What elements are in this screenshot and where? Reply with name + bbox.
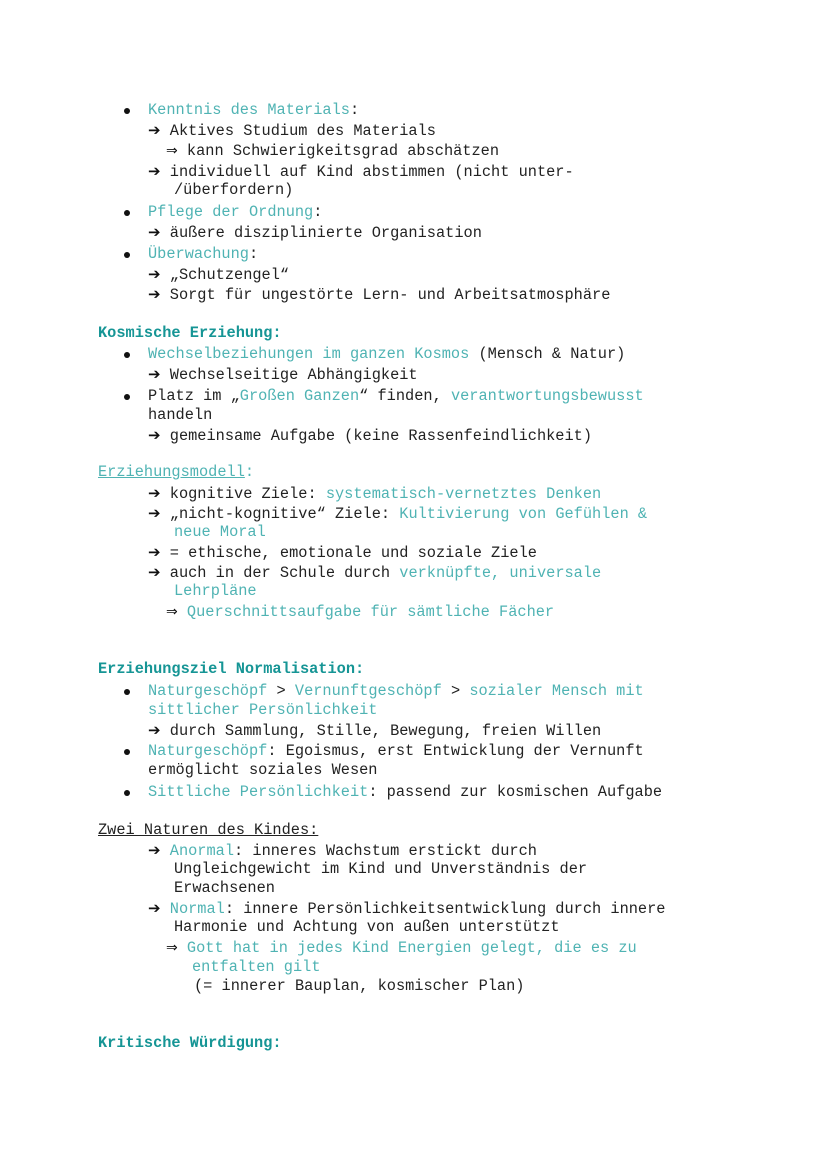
arrow-item: ➔ Sorgt für ungestörte Lern- und Arbeitsatmosphäre — [148, 285, 611, 304]
heading-kosmische-erziehung: Kosmische Erziehung: — [98, 324, 282, 342]
arrow-item: ➔ auch in der Schule durch verknüpfte, universale — [148, 563, 602, 582]
implies-icon: ⇒ — [166, 143, 178, 159]
arrow-icon: ➔ — [148, 899, 161, 917]
implies-item: ⇒ Gott hat in jedes Kind Energien gelegt, die es zu — [166, 939, 637, 957]
bullet-wechselbeziehungen: Wechselbeziehungen im ganzen Kosmos (Mensch & Natur) — [148, 345, 626, 363]
text-line: Harmonie und Achtung von außen unterstützt — [174, 918, 560, 936]
bullet-dot — [124, 689, 130, 695]
arrow-item: ➔ individuell auf Kind abstimmen (nicht unter- — [148, 162, 574, 181]
heading-erziehungsziel: Erziehungsziel Normalisation: — [98, 660, 365, 678]
arrow-icon: ➔ — [148, 265, 161, 283]
arrow-item: ➔ gemeinsame Aufgabe (keine Rassenfeindlichkeit) — [148, 426, 593, 445]
heading-erziehungsmodell: Erziehungsmodell: — [98, 463, 255, 481]
text-line: Ungleichgewicht im Kind und Unverständnis der — [174, 860, 588, 878]
arrow-icon: ➔ — [148, 841, 161, 859]
bullet-dot — [124, 790, 130, 796]
bullet-dot — [124, 352, 130, 358]
arrow-icon: ➔ — [148, 285, 161, 303]
bullet-naturgeschoepf: Naturgeschöpf: Egoismus, erst Entwicklung der Vernunft — [148, 742, 644, 760]
bullet-naturgeschoepf-chain: Naturgeschöpf > Vernunftgeschöpf > sozialer Mensch mit — [148, 682, 644, 700]
arrow-item: ➔ Wechselseitige Abhängigkeit — [148, 365, 418, 384]
arrow-icon: ➔ — [148, 121, 161, 139]
arrow-icon: ➔ — [148, 426, 161, 444]
text-line: ermöglicht soziales Wesen — [148, 761, 378, 779]
bullet-dot — [124, 252, 130, 258]
bullet-ueberwachung: Überwachung: — [148, 245, 259, 263]
arrow-item: ➔ Anormal: inneres Wachstum erstickt durch — [148, 841, 537, 860]
bullet-platz: Platz im „Großen Ganzen“ finden, verantwortungsbewusst — [148, 387, 644, 405]
arrow-item: ➔ kognitive Ziele: systematisch-vernetztes Denken — [148, 484, 602, 503]
text-line: Lehrpläne — [174, 582, 257, 600]
implies-icon: ⇒ — [166, 604, 178, 620]
text-line: (= innerer Bauplan, kosmischer Plan) — [194, 977, 525, 995]
arrow-item: ➔ Aktives Studium des Materials — [148, 121, 436, 140]
arrow-item: ➔ „Schutzengel“ — [148, 265, 290, 284]
bullet-dot — [124, 210, 130, 216]
implies-item: ⇒ Querschnittsaufgabe für sämtliche Fächer — [166, 603, 555, 621]
text-line: Erwachsenen — [174, 879, 275, 897]
text-line: sittlicher Persönlichkeit — [148, 701, 378, 719]
arrow-icon: ➔ — [148, 563, 161, 581]
arrow-item: ➔ „nicht-kognitive“ Ziele: Kultivierung von Gefühlen & — [148, 504, 648, 523]
bullet-ordnung: Pflege der Ordnung: — [148, 203, 323, 221]
bullet-dot — [124, 108, 130, 114]
text-line: neue Moral — [174, 523, 266, 541]
text-line: /überfordern) — [174, 181, 294, 199]
implies-icon: ⇒ — [166, 940, 178, 956]
arrow-icon: ➔ — [148, 484, 161, 502]
arrow-icon: ➔ — [148, 721, 161, 739]
arrow-icon: ➔ — [148, 543, 161, 561]
heading-zwei-naturen: Zwei Naturen des Kindes: — [98, 821, 319, 839]
bullet-dot — [124, 749, 130, 755]
arrow-item: ➔ äußere disziplinierte Organisation — [148, 223, 482, 242]
text-line: handeln — [148, 406, 213, 424]
bullet-sittliche: Sittliche Persönlichkeit: passend zur kosmischen Aufgabe — [148, 783, 663, 801]
arrow-icon: ➔ — [148, 162, 161, 180]
bullet-dot — [124, 394, 130, 400]
arrow-icon: ➔ — [148, 223, 161, 241]
arrow-item: ➔ durch Sammlung, Stille, Bewegung, freien Willen — [148, 721, 602, 740]
heading-kritische-wuerdigung: Kritische Würdigung: — [98, 1034, 282, 1052]
implies-item: ⇒ kann Schwierigkeitsgrad abschätzen — [166, 142, 500, 160]
arrow-item: ➔ Normal: innere Persönlichkeitsentwicklung durch innere — [148, 899, 666, 918]
text-line: entfalten gilt — [192, 958, 321, 976]
arrow-icon: ➔ — [148, 365, 161, 383]
arrow-item: ➔ = ethische, emotionale und soziale Ziele — [148, 543, 537, 562]
bullet-kenntnis: Kenntnis des Materials: — [148, 101, 360, 119]
arrow-icon: ➔ — [148, 504, 161, 522]
